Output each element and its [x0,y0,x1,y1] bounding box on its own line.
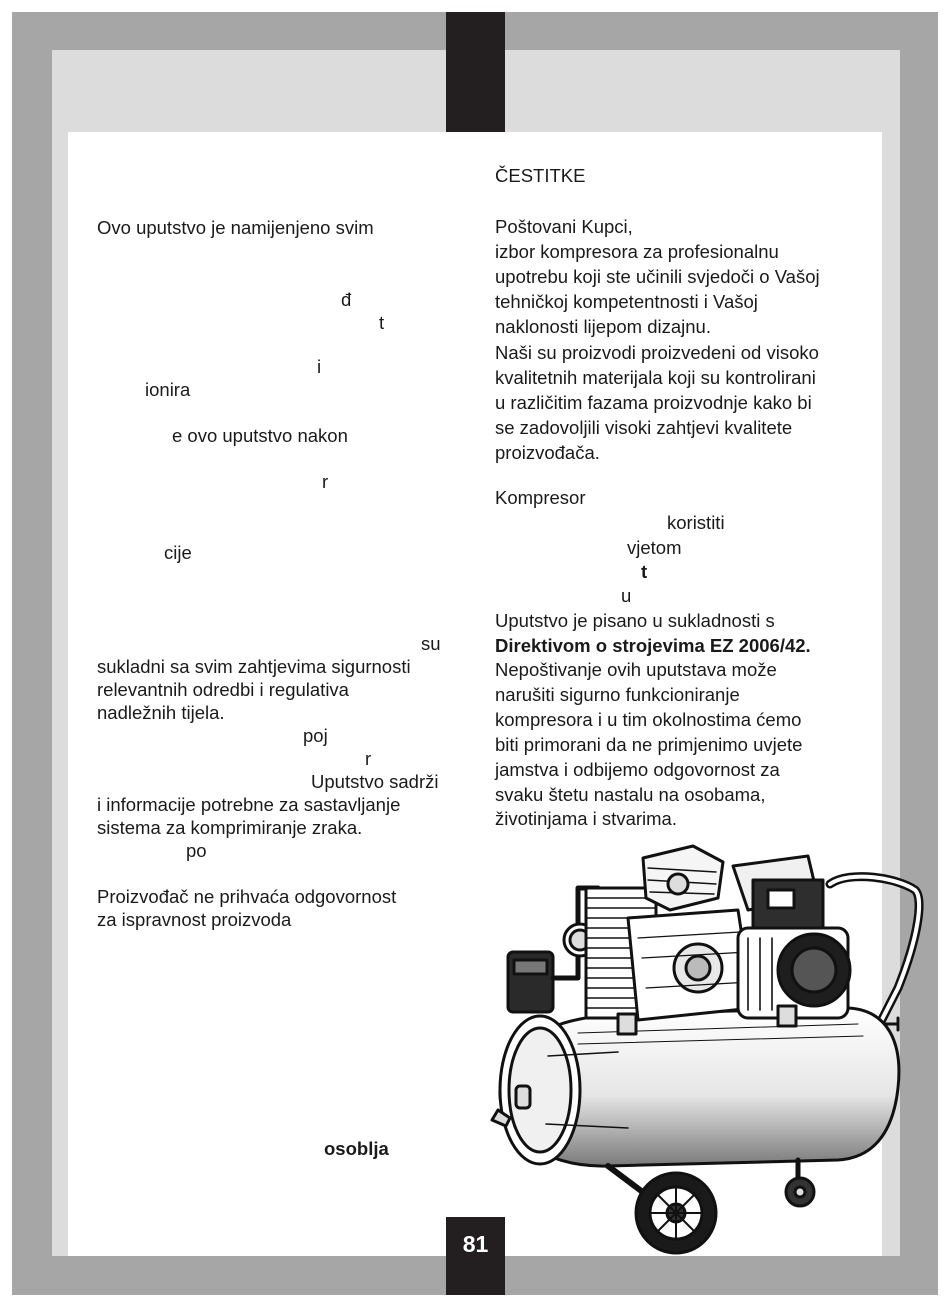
directive-reference: Direktivom o strojevima EZ 2006/42. [495,635,811,656]
left-fragment: Uputstvo sadrži [311,771,439,792]
left-paragraph-line: za ispravnost proizvoda [97,909,292,930]
right-paragraph-line: biti primorani da ne primjenimo uvjete [495,734,803,755]
right-paragraph-line: Naši su proizvodi proizvedeni od visoko [495,342,819,363]
right-paragraph-line: kvalitetnih materijala koji su kontrolirani [495,367,816,388]
right-fragment: koristiti [667,512,725,533]
section-heading: ČESTITKE [495,165,586,186]
left-fragment: r [322,471,329,492]
left-fragment-bold: osoblja [324,1138,389,1159]
left-fragment: i [317,356,322,377]
right-paragraph-line: životinjama i stvarima. [495,808,677,829]
left-fragment: t [379,312,385,333]
right-kompresor: Kompresor [495,487,586,508]
left-fragment: đ [341,289,352,310]
right-paragraph-line: narušiti sigurno funkcioniranje [495,684,740,705]
right-fragment: vjetom [627,537,682,558]
right-paragraph-line: naklonosti lijepom dizajnu. [495,316,711,337]
greeting: Poštovani Kupci, [495,216,633,237]
left-fragment: r [365,748,372,769]
left-fragment: ionira [145,379,191,400]
left-paragraph-line: i informacije potrebne za sastavljanje [97,794,401,815]
right-paragraph-line: proizvođača. [495,442,600,463]
page-number: 81 [462,1231,489,1257]
right-paragraph-line: kompresora i u tim okolnostima ćemo [495,709,802,730]
right-paragraph-line: svaku štetu nastalu na osobama, [495,784,766,805]
left-paragraph-line: sistema za komprimiranje zraka. [97,817,363,838]
left-line-1: Ovo uputstvo je namijenjeno svim [97,217,374,238]
right-fragment: t [641,561,648,582]
right-paragraph-line: u različitim fazama proizvodnje kako bi [495,392,812,413]
right-paragraph-line: izbor kompresora za profesionalnu [495,241,779,262]
left-paragraph-line: sukladni sa svim zahtjevima sigurnosti [97,656,411,677]
left-fragment: e ovo uputstvo nakon [172,425,348,446]
left-fragment: po [186,840,207,861]
left-paragraph-line: relevantnih odredbi i regulativa [97,679,349,700]
left-fragment: su [421,633,441,654]
left-paragraph-line: Proizvođač ne prihvaća odgovornost [97,886,397,907]
right-paragraph-line: se zadovoljili visoki zahtjevi kvalitete [495,417,793,438]
left-fragment: cije [164,542,192,563]
left-fragment: poj [303,725,328,746]
left-paragraph-line: nadležnih tijela. [97,702,225,723]
top-tab [446,12,505,132]
right-paragraph-line: Nepoštivanje ovih uputstava može [495,659,777,680]
right-paragraph-line: jamstva i odbijemo odgovornost za [495,759,780,780]
right-fragment: u [621,585,632,606]
right-paragraph-line: Uputstvo je pisano u sukladnosti s [495,610,775,631]
air-compressor-illustration [478,828,928,1258]
right-paragraph-line: tehničkoj kompetentnosti i Vašoj [495,291,758,312]
right-paragraph-line: upotrebu koji ste učinili svjedoči o Vašoj [495,266,820,287]
